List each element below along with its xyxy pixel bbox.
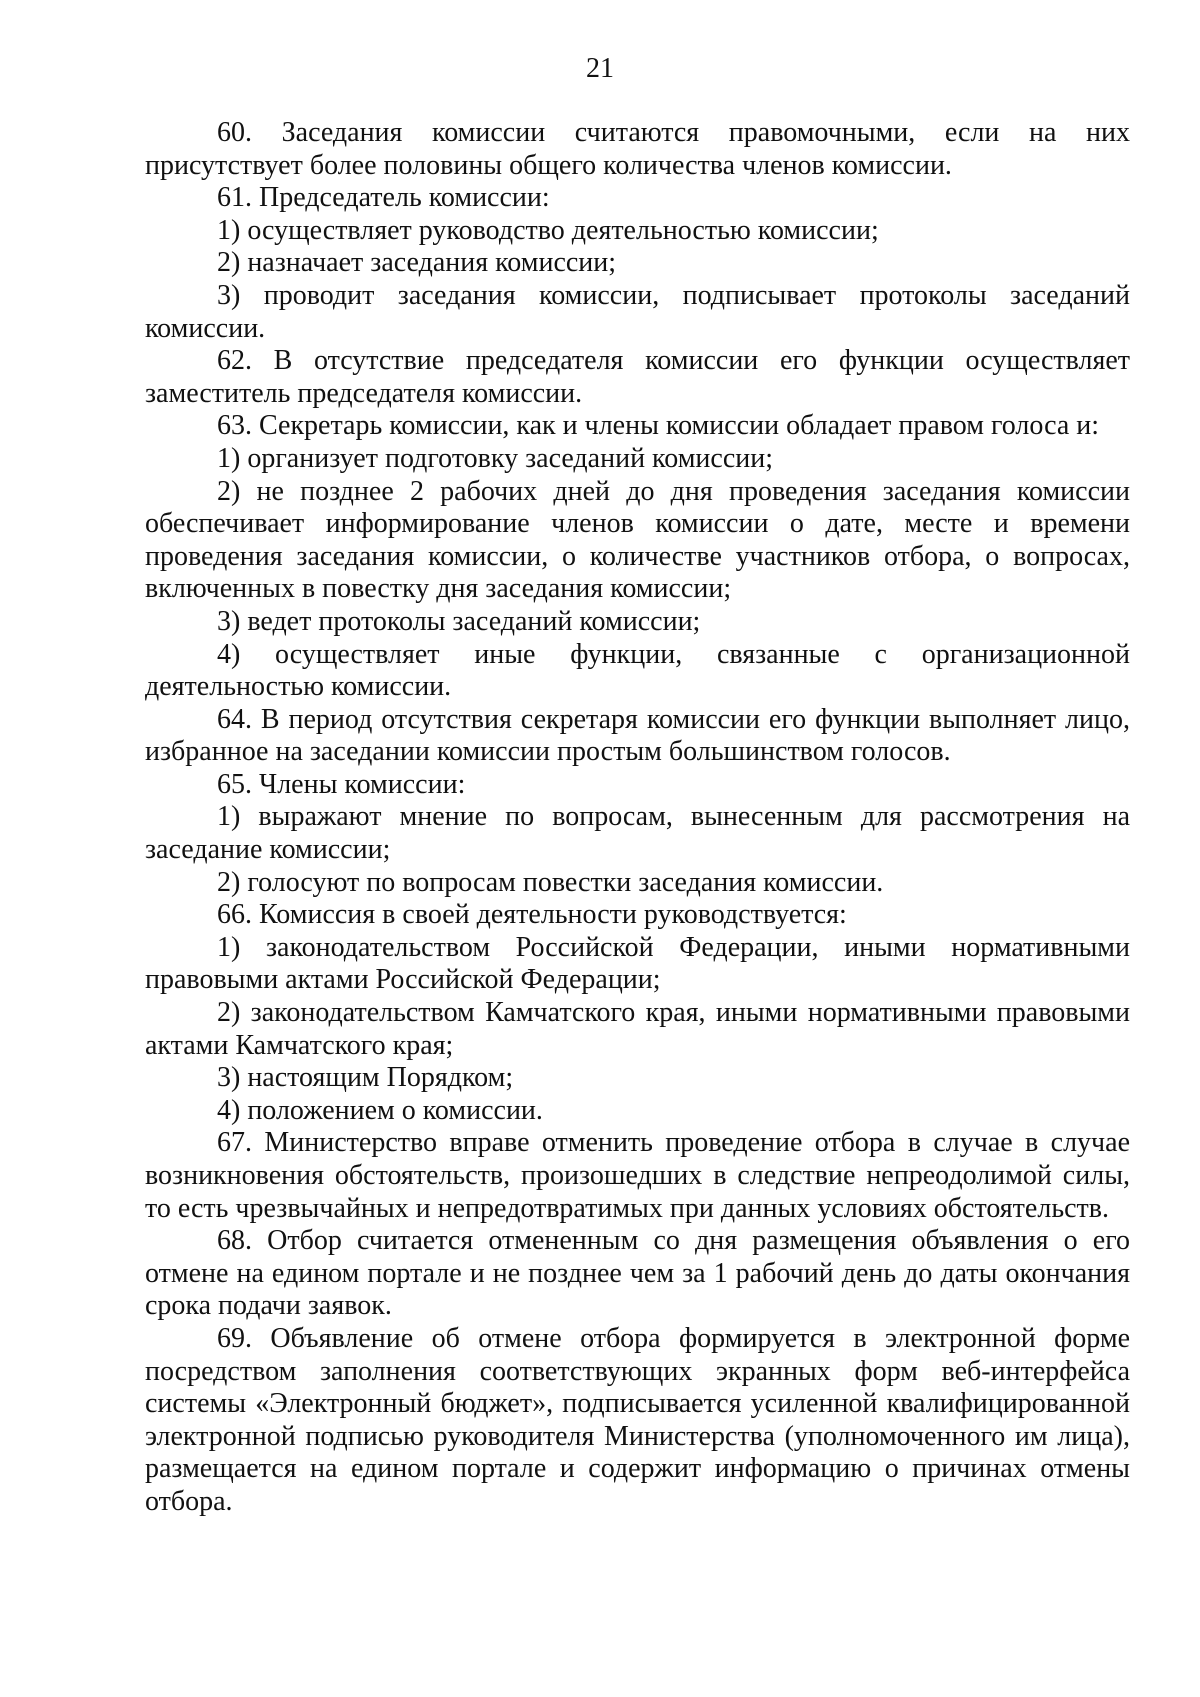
paragraph-65-item-1: 1) выражают мнение по вопросам, вынесенным для рассмотрения на заседание комиссии; <box>145 801 1130 866</box>
paragraph-68: 68. Отбор считается отмененным со дня размещения объявления о его отмене на едином портале и не позднее чем за 1 рабочий день до даты окончания срока подачи заявок. <box>145 1225 1130 1322</box>
paragraph-61-item-2: 2) назначает заседания комиссии; <box>217 247 617 279</box>
paragraph-61-item-3: 3) проводит заседания комиссии, подписывает протоколы заседаний комиссии. <box>145 279 1130 344</box>
paragraph-66: 66. Комиссия в своей деятельности руководствуется: <box>217 899 847 931</box>
paragraph-60: 60. Заседания комиссии считаются правомочными, если на них присутствует более половины общего количества членов комиссии. <box>145 117 1130 181</box>
paragraph-64: 64. В период отсутствия секретаря комиссии его функции выполняет лицо, избранное на заседании комиссии простым большинством голосов. <box>145 703 1130 768</box>
paragraph-66-item-4: 4) положением о комиссии. <box>217 1094 543 1126</box>
paragraph-66-item-1: 1) законодательством Российской Федерации, иными нормативными правовыми актами Российской Федерации; <box>145 931 1130 996</box>
paragraph-61: 61. Председатель комиссии: <box>217 182 550 214</box>
document-body <box>145 117 1130 1519</box>
paragraph-63-item-1: 1) организует подготовку заседаний комиссии; <box>217 442 774 474</box>
paragraph-63-item-4: 4) осуществляет иные функции, связанные с организационной деятельностью комиссии. <box>145 638 1130 703</box>
paragraph-63-item-2: 2) не позднее 2 рабочих дней до дня проведения заседания комиссии обеспечивает информирование членов комиссии о дате, месте и времени проведения заседания комиссии, о количестве участников отбора, о вопросах, включенных в повестку дня заседания комиссии; <box>145 475 1130 605</box>
paragraph-66-item-3: 3) настоящим Порядком; <box>217 1062 514 1094</box>
paragraph-66-item-2: 2) законодательством Камчатского края, иными нормативными правовыми актами Камчатского края; <box>145 997 1130 1061</box>
paragraph-65: 65. Члены комиссии: <box>217 768 466 800</box>
paragraph-63-item-3: 3) ведет протоколы заседаний комиссии; <box>217 605 701 637</box>
page-number: 21 <box>586 53 614 84</box>
paragraph-69: 69. Объявление об отмене отбора формируется в электронной форме посредством заполнения соответствующих экранных форм веб-интерфейса системы «Электронный бюджет», подписывается усиленной квалифицированной электронной подписью руководителя Министерства (уполномоченного им лица), размещается на едином портале и содержит информацию о причинах отмены отбора. <box>145 1322 1130 1517</box>
paragraph-63: 63. Секретарь комиссии, как и члены комиссии обладает правом голоса и: <box>217 410 1100 442</box>
paragraph-67: 67. Министерство вправе отменить проведение отбора в случае в случае возникновения обстоятельств, произошедших в следствие непреодолимой силы, то есть чрезвычайных и непредотвратимых при данных условиях обстоятельств. <box>145 1127 1130 1224</box>
paragraph-65-item-2: 2) голосуют по вопросам повестки заседания комиссии. <box>217 866 884 898</box>
paragraph-61-item-1: 1) осуществляет руководство деятельностью комиссии; <box>217 214 879 246</box>
paragraph-62: 62. В отсутствие председателя комиссии его функции осуществляет заместитель председателя комиссии. <box>145 345 1130 409</box>
